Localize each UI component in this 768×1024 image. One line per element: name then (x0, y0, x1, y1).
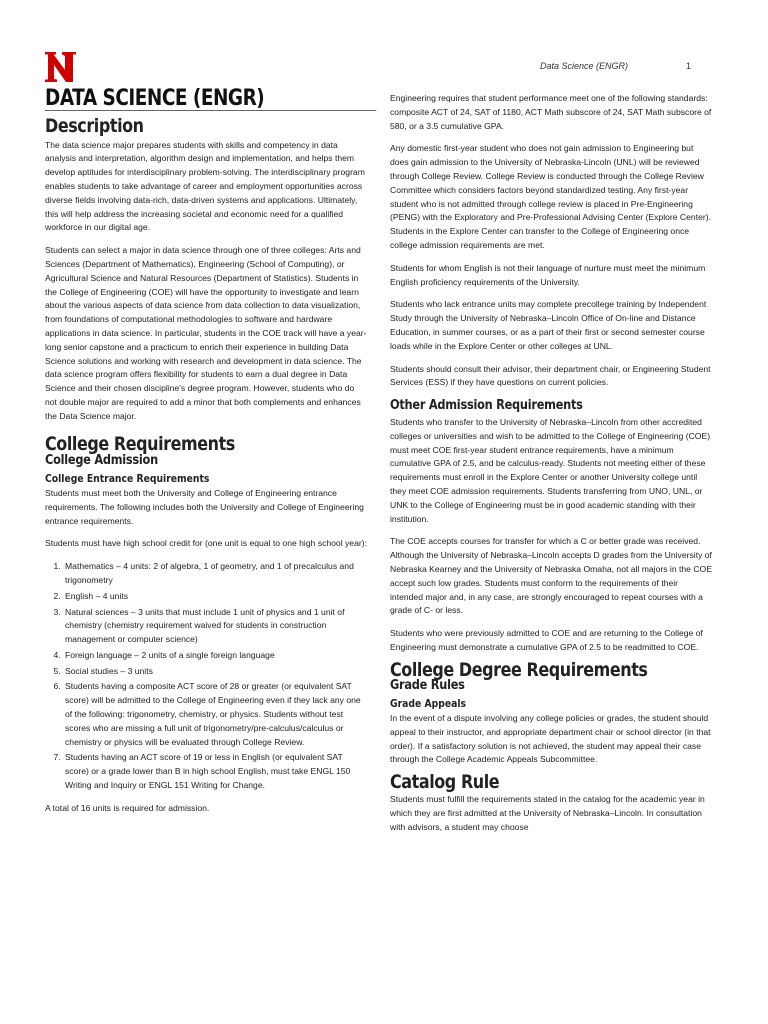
entrance-requirements-heading: College Entrance Requirements (45, 472, 210, 486)
nebraska-n-logo (45, 52, 76, 82)
left-column (45, 85, 367, 825)
entrance-intro: Students must meet both the University and College of Engineering entrance requirements. The following includes both the University and College of Engineering entrance requirements. (45, 487, 364, 526)
description-paragraph: The data science major prepares students with skills and competency in data analysis and interpretation, algorithm design and implementation, and helps them develop aptitudes for interdisciplinary problem-solving. The interdisciplinary program enables students to take advantage of career and employment opportunities across diverse fields involving data-rich, data-driven systems and applications. Ultimately, this will help address the increasing societal and economic need for a qualified workforce in our digital age. (45, 139, 365, 233)
paragraph: Students who transfer to the University of Nebraska–Lincoln from other accredited colleges or universities and wish to be admitted to the College of Engineering (COE) must meet COE first-year student entrance requirements, have a minimum cumulative GPA of 2.5, and be calculus-ready. Students not meeting either of these requirements must enroll in the Explore Center or another University college until they meet COE admission requirements. Students transferring from UNO, UNL, or UNK to the College of Engineering must be in good academic standing with their institution. (390, 416, 711, 524)
list-item: 4. Foreign language – 2 units of a single foreign language (63, 649, 367, 663)
other-admission-heading: Other Admission Requirements (390, 397, 583, 414)
degree-requirements-heading: College Degree Requirements (390, 658, 648, 681)
entrance-units-list (45, 560, 367, 793)
description-paragraph: Students can select a major in data science through one of three colleges: Arts and Sciences (Department of Mathematics), Engineering (School of Computing), or Agricultural Science and Natural Resources (Department of Statistics). Students in the College of Engineering (COE) will have the opportunity to investigate and learn about the various aspects of data science from data collection to data visualization, from foundations of computational methodologies to software and hardware applications in data science. In particular, students in the COE track will have a year-long senior capstone and a practicum to enrich their experience in building Data Science solutions and working with research and development in data science. The data science program offers flexibility for students to earn a dual degree in Data Science and their chosen discipline's degree program. However, students who do not double major are required to add a minor that both complements and enhances the Data Science major. (45, 245, 367, 421)
description-heading: Description (45, 114, 144, 137)
paragraph: Students for whom English is not their language of nurture must meet the minimum English proficiency requirements of the University. (390, 262, 706, 287)
list-item: 5. Social studies – 3 units (63, 665, 367, 679)
paragraph: Students who were previously admitted to COE and are returning to the College of Engineering must demonstrate a cumulative GPA of 2.5 to be readmitted to COE. (390, 628, 703, 652)
college-requirements-heading: College Requirements (45, 432, 235, 455)
paragraph: Students should consult their advisor, their department chair, or Engineering Student Services (ESS) if they have questions on current policies. (390, 363, 711, 388)
credit-intro: Students must have high school credit for (one unit is equal to one high school year): (45, 538, 367, 549)
college-admission-heading: College Admission (45, 452, 158, 469)
right-column (390, 92, 712, 843)
list-item: 3. Natural sciences – 3 units that must include 1 unit of physics and 1 unit of chemistry (chemistry requirement waived for students in construction management or computer science) (63, 606, 367, 647)
catalog-rule-text: Students must fulfill the requirements stated in the catalog for the academic year in which they are first admitted at the University of Nebraska–Lincoln. In consultation with advisors, a student may choose (390, 794, 705, 832)
list-item: 2. English – 4 units (63, 590, 367, 604)
page-number: 1 (686, 61, 692, 71)
paragraph: Any domestic first-year student who does not gain admission to Engineering but does gain admission to the University of Nebraska-Lincoln (UNL) will be reviewed through College Review. College Review is conducted through the College Review Committee which considers factors beyond standardized testing. Any first-year student who is not admitted through college review is placed in Pre-Engineering (PENG) with the Exploratory and Pre-Professional Advising Center (Explore Center). Students in the Explore Center can transfer to the College of Engineering once college admission requirements are met. (390, 143, 711, 250)
paragraph: Students who lack entrance units may complete precollege training by Independent Study through the University of Nebraska–Lincoln Office of On-line and Distance Education, in summer courses, or as a part of their first or second semester course loads while in the Explore Center or other colleges at UNL. (390, 299, 707, 351)
total-units-note: A total of 16 units is required for admission. (45, 802, 210, 813)
grade-appeals-text: In the event of a dispute involving any college policies or grades, the student should appeal to their instructor, and appropriate department chair or school director (in that order). If a satisfactory solution is not achieved, the student may appeal their case through the College Academic Appeals Subcommittee. (390, 713, 711, 765)
running-title: Data Science (ENGR) (540, 61, 629, 71)
admission-standards-continued: Engineering requires that student performance meet one of the following standards: composite ACT of 24, SAT of 1180, ACT Math subscore of 24, SAT Math subscore of 580, or a 3.5 cumulative GPA. (390, 93, 712, 131)
paragraph: The COE accepts courses for transfer for which a C or better grade was received. Although the University of Nebraska–Lincoln accepts D grades from the University of Nebraska Kearney and the University of Nebraska Omaha, not all majors in the COE accept such low grades. Students must conform to the requirements of their intended major and, in any case, are strongly encouraged to repeat courses with a grade of C- or less. (390, 536, 712, 616)
list-item: 1. Mathematics – 4 units: 2 of algebra, 1 of geometry, and 1 of precalculus and trigonometry (63, 560, 367, 588)
list-item: 7. Students having an ACT score of 19 or less in English (or equivalent SAT score) or a grade lower than B in high school English, must take ENGL 150 Writing and Inquiry or ENGL 151 Writing for Change. (63, 751, 367, 792)
list-item: 6. Students having a composite ACT score of 28 or greater (or equivalent SAT score) will be admitted to the College of Engineering even if they lack any one of the following: trigonometry, chemistry, or physics. Students without test scores who are missing a full unit of trigonometry/pre-calculus/calculus or chemistry or physics will be evaluated through College Review. (63, 680, 367, 749)
grade-appeals-heading: Grade Appeals (390, 697, 467, 711)
page-title: DATA SCIENCE (ENGR) (45, 92, 376, 111)
grade-rules-heading: Grade Rules (390, 677, 465, 694)
catalog-rule-heading: Catalog Rule (390, 771, 500, 794)
